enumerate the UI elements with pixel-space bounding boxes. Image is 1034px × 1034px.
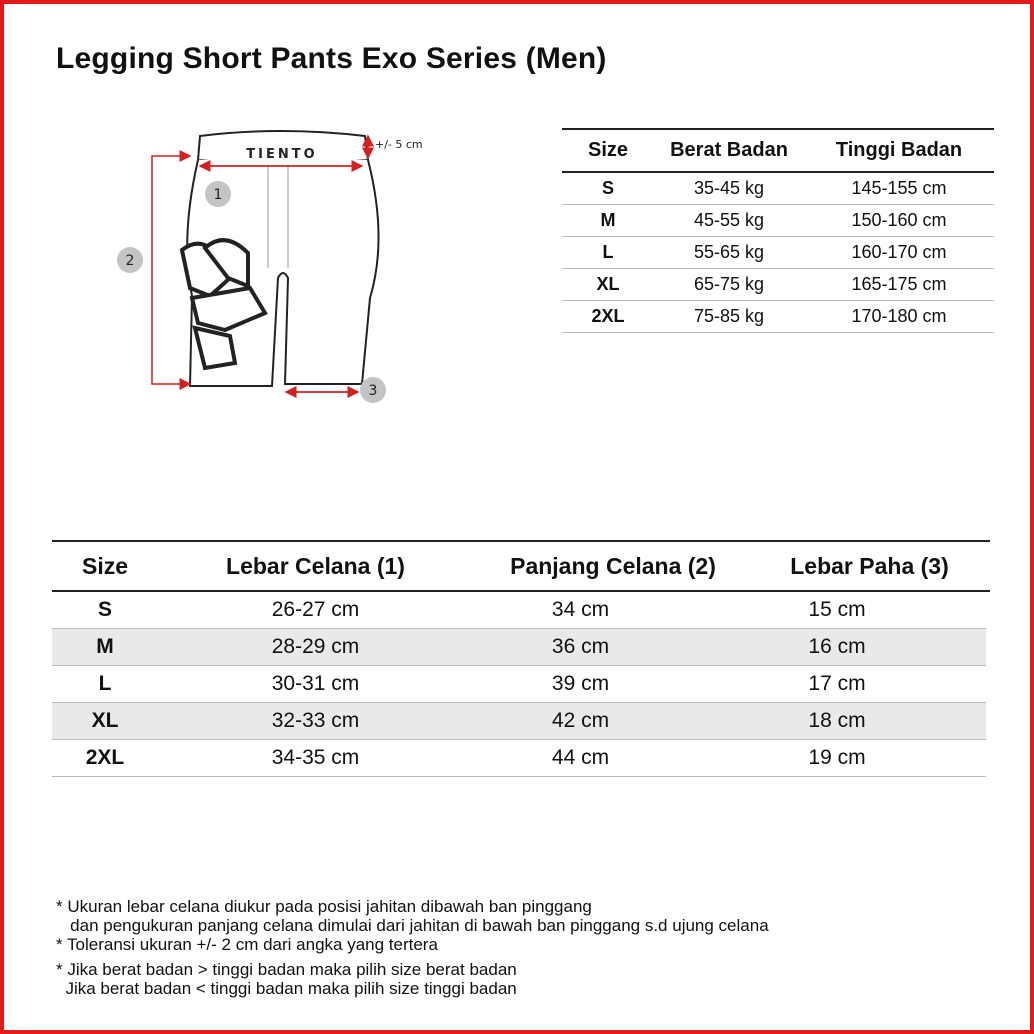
header-size: Size (81, 552, 129, 579)
length-arrow (152, 156, 188, 384)
note-line: * Toleransi ukuran +/- 2 cm dari angka yang tertera (56, 935, 438, 954)
note-line: * Jika berat badan > tinggi badan maka pilih size berat badan (56, 960, 517, 979)
marker-2 (117, 247, 143, 273)
table-row: S 26-27 cm 34 cm 15 cm (52, 592, 986, 629)
header-size: Size (587, 139, 629, 161)
svg-text:2: 2 (125, 253, 135, 269)
page-title: Legging Short Pants Exo Series (Men) (56, 42, 607, 75)
table-row: L 55-65 kg 160-170 cm (562, 237, 994, 269)
header-thigh-width: Lebar Paha (3) (790, 552, 949, 579)
note-line: Jika berat badan < tinggi badan maka pilih size tinggi badan (56, 979, 517, 998)
shorts-diagram (100, 118, 440, 418)
header-waist-width: Lebar Celana (1) (226, 552, 405, 579)
svg-text:3: 3 (368, 383, 378, 399)
note-line: dan pengukuran panjang celana dimulai dari jahitan di bawah ban pinggang s.d ujung celana (56, 916, 769, 935)
body-size-table (562, 128, 994, 333)
table-row: 2XL 75-85 kg 170-180 cm (562, 301, 994, 333)
table-row: XL 32-33 cm 42 cm 18 cm (52, 703, 986, 740)
svg-text:1: 1 (213, 187, 223, 203)
table-row: 2XL 34-35 cm 44 cm 19 cm (52, 740, 986, 777)
footnotes (56, 897, 769, 998)
note-line: * Ukuran lebar celana diukur pada posisi jahitan dibawah ban pinggang (56, 897, 592, 916)
table-row: M 28-29 cm 36 cm 16 cm (52, 629, 986, 666)
table-row: M 45-55 kg 150-160 cm (562, 205, 994, 237)
garment-size-table (52, 540, 990, 777)
table-row: XL 65-75 kg 165-175 cm (562, 269, 994, 301)
table-row: L 30-31 cm 39 cm 17 cm (52, 666, 986, 703)
header-length: Panjang Celana (2) (510, 552, 716, 579)
table-row: S 35-45 kg 145-155 cm (562, 173, 994, 205)
marker-1 (205, 181, 231, 207)
marker-3 (360, 377, 386, 403)
brand-logo: TIENTO (246, 147, 318, 162)
tolerance-label: +/- 5 cm (375, 138, 423, 151)
header-height: Tinggi Badan (835, 139, 963, 161)
body-table-header (562, 130, 994, 171)
size-table-header (52, 542, 990, 590)
header-weight: Berat Badan (670, 139, 788, 161)
